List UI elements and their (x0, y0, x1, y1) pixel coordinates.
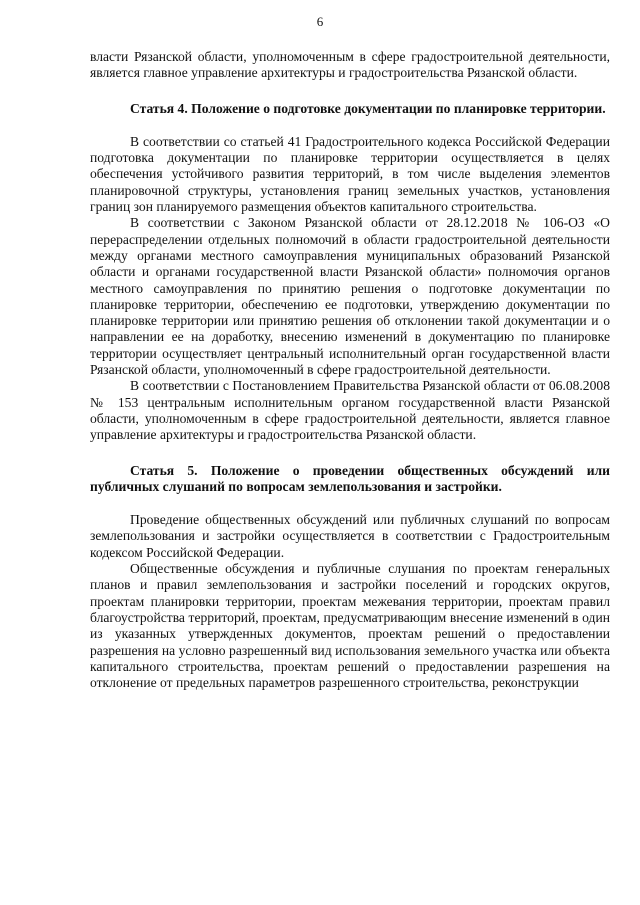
article-5-paragraph-2: Общественные обсуждения и публичные слушания по проектам генеральных планов и правил землепользования и застройки поселений и городских округов, проектам планировки территории, проектам межевания территории, проектам правил благоустройства территорий, проектам, предусматривающим внесение изменений в один из указанных утвержденных документов, проектам решений о предоставлении разрешения на условно разрешенный вид использования земельного участка или объекта капитального строительства, проектам решений о предоставлении разрешения на отклонение от предельных параметров разрешенного строительства, реконструкции (90, 561, 610, 691)
document-body (90, 49, 610, 691)
article-4-paragraph-1: В соответствии со статьей 41 Градостроительного кодекса Российской Федерации подготовка документации по планировке территории осуществляется в целях обеспечения устойчивого развития территорий, в том числе выделения элементов планировочной структуры, установления границ земельных участков, установления границ зон планируемого размещения объектов капитального строительства. (90, 133, 610, 215)
intro-paragraph: власти Рязанской области, уполномоченным в сфере градостроительной деятельности, является главное управление архитектуры и градостроительства Рязанской области. (90, 49, 610, 81)
article-5-heading: Статья 5. Положение о проведении общественных обсуждений или публичных слушаний по вопросам землепользования и застройки. (90, 462, 610, 494)
article-4-paragraph-2: В соответствии с Законом Рязанской области от 28.12.2018 № 106-ОЗ «О перераспределении отдельных полномочий в области градостроительной деятельности между органами местного самоуправления муниципальных образований Рязанской области и органами государственной власти Рязанской области» полномочия органов местного самоуправления по принятию решения о подготовке документации по планировке территории, обеспечению ее подготовки, утверждению документации по планировке территории или принятию решения об отклонении такой документации и о направлении ее на доработку, внесению изменений в документацию по планировке территории осуществляет центральный исполнительный орган государственной власти Рязанской области, уполномоченный в сфере градостроительной деятельности. (90, 215, 610, 378)
article-4-paragraph-3: В соответствии с Постановлением Правительства Рязанской области от 06.08.2008 № 153 центральным исполнительным органом государственной власти Рязанской области, уполномоченным в сфере градостроительной деятельности, является главное управление архитектуры и градостроительства Рязанской области. (90, 378, 610, 443)
article-5-paragraph-1: Проведение общественных обсуждений или публичных слушаний по вопросам землепользования и застройки осуществляется в соответствии с Градостроительным кодексом Российской Федерации. (90, 512, 610, 560)
page-number: 6 (316, 14, 324, 29)
article-4-heading: Статья 4. Положение о подготовке документации по планировке территории. (130, 100, 606, 116)
